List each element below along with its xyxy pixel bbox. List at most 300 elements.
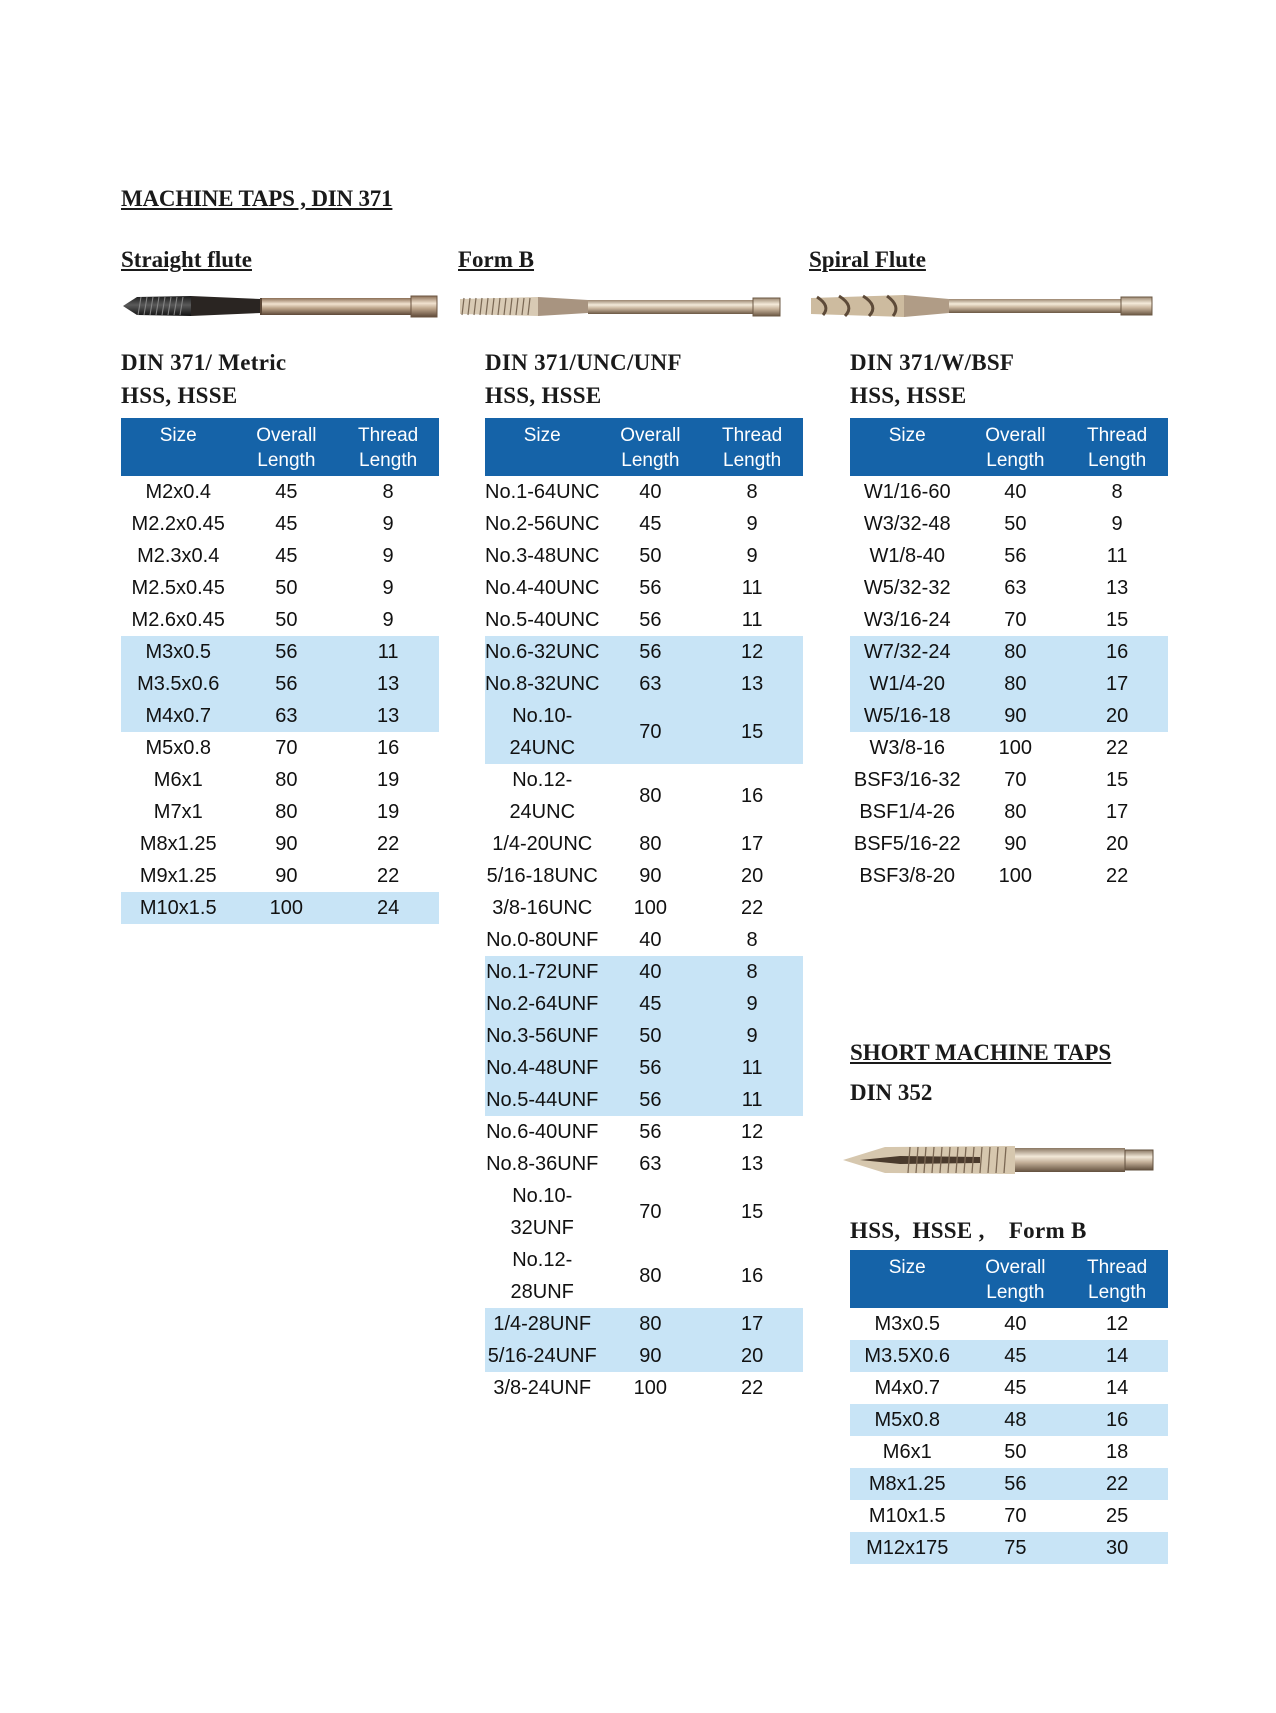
cell-overall-length: 50 [275, 609, 298, 631]
col-overall-label-2: Length [621, 450, 680, 471]
cell-size: M7x1 [153, 801, 203, 823]
cell-size: M5x0.8 [145, 737, 212, 759]
cell-thread-length: 11 [1106, 545, 1128, 567]
table-row [121, 572, 439, 604]
col-size-header [850, 418, 964, 476]
table-header-row [485, 418, 803, 476]
cell-size: BSF3/16-32 [853, 769, 961, 791]
cell-size: No.8-32UNC [485, 668, 599, 700]
col-overall-header [235, 418, 337, 476]
cell-overall-length: 56 [235, 668, 337, 700]
table-header-row [850, 1250, 1168, 1308]
cell-overall-length: 56 [639, 577, 662, 599]
col-size-label: Size [159, 425, 197, 446]
table-row [485, 1020, 803, 1052]
cell-overall-length: 48 [964, 1404, 1066, 1436]
cell-size: 1/4-28UNF [485, 1308, 599, 1340]
cell-size: W1/16-60 [863, 481, 951, 503]
cell-thread-length: 9 [382, 545, 394, 567]
col-size-label: Size [523, 425, 561, 446]
page-title: MACHINE TAPS , DIN 371 [121, 186, 393, 211]
cell-overall-length: 50 [1004, 513, 1027, 535]
spiral-flute-title: Spiral Flute [809, 247, 926, 272]
cell-overall-length: 80 [964, 668, 1066, 700]
cell-size: M6x1 [882, 1441, 932, 1463]
straight-spec-line1: DIN 371/ Metric [121, 350, 287, 375]
cell-thread-length: 15 [1105, 609, 1129, 631]
cell-overall-length: 40 [639, 481, 662, 503]
cell-overall-length: 63 [639, 1153, 662, 1175]
cell-overall-length: 56 [1004, 545, 1027, 567]
spiral-spec-line2: HSS, HSSE [850, 383, 967, 408]
form-b-table [485, 418, 803, 1404]
cell-overall-length: 50 [275, 577, 298, 599]
cell-size: No.2-56UNC [485, 513, 600, 535]
cell-overall-length: 70 [1004, 1505, 1027, 1527]
cell-thread-length: 8 [701, 956, 803, 988]
formb-spec-line1: DIN 371/UNC/UNF [485, 350, 682, 375]
cell-thread-length: 17 [1105, 801, 1129, 823]
cell-size: M3.5X0.6 [850, 1340, 964, 1372]
col-thread-header [1066, 1250, 1168, 1308]
cell-overall-length: 63 [235, 700, 337, 732]
cell-size: BSF5/16-22 [853, 833, 961, 855]
cell-size: No.0-80UNF [486, 929, 599, 951]
col-thread-label-2: Length [1088, 1282, 1147, 1303]
col-thread-label-2: Length [359, 450, 418, 471]
cell-thread-length: 9 [701, 1020, 803, 1052]
cell-overall-length: 70 [275, 737, 298, 759]
cell-overall-length: 100 [998, 737, 1033, 759]
table-row [121, 892, 439, 924]
cell-thread-length: 8 [746, 929, 758, 951]
col-overall-header [964, 418, 1066, 476]
cell-thread-length: 11 [741, 577, 763, 599]
cell-thread-length: 22 [376, 833, 400, 855]
form-b-title: Form B [458, 247, 535, 272]
cell-thread-length: 22 [740, 1377, 764, 1399]
cell-overall-length: 80 [275, 769, 298, 791]
cell-thread-length: 19 [376, 801, 400, 823]
cell-size: W1/8-40 [869, 545, 946, 567]
table-row [485, 476, 803, 508]
cell-thread-length: 20 [1105, 833, 1129, 855]
table-row [485, 604, 803, 636]
cell-size: M9x1.25 [139, 865, 217, 887]
col-overall-label-1: Overall [620, 425, 681, 446]
straight-flute-tap-image [121, 288, 439, 324]
cell-overall-length: 90 [599, 1340, 701, 1372]
table-row [121, 508, 439, 540]
cell-size: BSF3/8-20 [859, 865, 956, 887]
cell-overall-length: 80 [639, 785, 662, 807]
table-row [850, 668, 1168, 700]
cell-overall-length: 40 [1004, 481, 1027, 503]
cell-thread-length: 20 [701, 1340, 803, 1372]
table-row [485, 540, 803, 572]
col-overall-label-1: Overall [256, 425, 317, 446]
cell-size: M2.6x0.45 [131, 609, 225, 631]
straight-flute-title: Straight flute [121, 247, 252, 272]
cell-overall-length: 45 [275, 513, 298, 535]
cell-thread-length: 18 [1105, 1441, 1129, 1463]
cell-overall-length: 90 [275, 833, 298, 855]
cell-size: 3/8-16UNC [492, 897, 593, 919]
col-thread-header [337, 418, 439, 476]
cell-size: 5/16-18UNC [486, 865, 598, 887]
cell-size: M5x0.8 [850, 1404, 964, 1436]
table-header-row [850, 418, 1168, 476]
cell-size: M2.3x0.4 [137, 545, 220, 567]
spiral-spec [850, 346, 1014, 412]
cell-overall-length: 80 [1004, 801, 1027, 823]
table-row [121, 604, 439, 636]
cell-size: W3/8-16 [869, 737, 946, 759]
cell-overall-length: 45 [275, 545, 298, 567]
cell-thread-length: 13 [740, 1153, 764, 1175]
cell-thread-length: 22 [1105, 865, 1129, 887]
col-size-label: Size [888, 1257, 926, 1278]
short-taps-title: SHORT MACHINE TAPS [850, 1040, 1112, 1065]
table-row [121, 764, 439, 796]
short-taps-table [850, 1250, 1168, 1564]
cell-size: M4x0.7 [121, 700, 235, 732]
col-size-header [485, 418, 599, 476]
cell-size: BSF1/4-26 [859, 801, 956, 823]
cell-size: No.12-24UNC [509, 769, 576, 823]
cell-overall-length: 45 [599, 988, 701, 1020]
cell-overall-length: 63 [599, 668, 701, 700]
cell-overall-length: 40 [599, 956, 701, 988]
cell-overall-length: 90 [964, 700, 1066, 732]
cell-size: W3/16-24 [863, 609, 951, 631]
table-row [485, 924, 803, 956]
table-row [850, 572, 1168, 604]
formb-spec [485, 346, 682, 412]
table-row [485, 1308, 803, 1340]
cell-thread-length: 11 [337, 636, 439, 668]
table-row [850, 860, 1168, 892]
table-row [485, 1116, 803, 1148]
cell-thread-length: 11 [741, 609, 763, 631]
cell-size: No.4-40UNC [485, 577, 600, 599]
cell-thread-length: 15 [740, 1201, 764, 1223]
cell-overall-length: 80 [599, 1308, 701, 1340]
col-thread-header [1066, 418, 1168, 476]
cell-size: 3/8-24UNF [493, 1377, 592, 1399]
table-row [850, 1308, 1168, 1340]
cell-overall-length: 45 [639, 513, 662, 535]
cell-overall-length: 70 [1004, 609, 1027, 631]
cell-overall-length: 80 [639, 833, 662, 855]
cell-size: No.5-44UNF [485, 1084, 599, 1116]
table-row [485, 636, 803, 668]
short-taps-spec: HSS, HSSE , Form B [850, 1218, 1087, 1243]
cell-thread-length: 8 [1111, 481, 1123, 503]
cell-thread-length: 16 [1066, 636, 1168, 668]
cell-size: M2x0.4 [145, 481, 212, 503]
table-row [850, 476, 1168, 508]
cell-overall-length: 80 [639, 1265, 662, 1287]
cell-thread-length: 14 [1105, 1377, 1129, 1399]
cell-size: W1/4-20 [850, 668, 964, 700]
col-overall-label-2: Length [986, 450, 1045, 471]
table-row [485, 1340, 803, 1372]
col-overall-label-1: Overall [985, 1257, 1046, 1278]
table-row [485, 860, 803, 892]
cell-overall-length: 80 [275, 801, 298, 823]
straight-flute-table [121, 418, 439, 924]
cell-size: M2.5x0.45 [131, 577, 225, 599]
cell-thread-length: 30 [1066, 1532, 1168, 1564]
cell-thread-length: 9 [701, 988, 803, 1020]
cell-thread-length: 11 [701, 1052, 803, 1084]
cell-size: M3.5x0.6 [121, 668, 235, 700]
table-row [485, 892, 803, 924]
cell-thread-length: 13 [1105, 577, 1129, 599]
table-row [485, 668, 803, 700]
cell-thread-length: 9 [382, 609, 394, 631]
col-thread-header [701, 418, 803, 476]
col-overall-label-2: Length [986, 1282, 1045, 1303]
table-row [850, 540, 1168, 572]
table-row [850, 1340, 1168, 1372]
spiral-flute-table [850, 418, 1168, 892]
table-row [121, 828, 439, 860]
cell-thread-length: 22 [740, 897, 764, 919]
cell-overall-length: 56 [599, 1052, 701, 1084]
cell-size: M8x1.25 [139, 833, 217, 855]
cell-thread-length: 24 [337, 892, 439, 924]
cell-size: No.5-40UNC [485, 609, 600, 631]
table-row [850, 796, 1168, 828]
cell-thread-length: 14 [1066, 1340, 1168, 1372]
cell-size: No.1-72UNF [485, 956, 599, 988]
cell-size: W7/32-24 [850, 636, 964, 668]
cell-overall-length: 100 [633, 1377, 668, 1399]
cell-thread-length: 17 [740, 833, 764, 855]
cell-thread-length: 20 [740, 865, 764, 887]
col-thread-label-1: Thread [722, 425, 783, 446]
short-tap-image [840, 1138, 1156, 1182]
cell-thread-length: 15 [1105, 769, 1129, 791]
table-row [485, 1372, 803, 1404]
table-row [485, 1180, 803, 1244]
cell-thread-length: 11 [701, 1084, 803, 1116]
cell-overall-length: 40 [639, 929, 662, 951]
cell-size: W5/16-18 [850, 700, 964, 732]
cell-size: 1/4-20UNC [492, 833, 593, 855]
cell-thread-length: 16 [740, 785, 764, 807]
table-row [485, 988, 803, 1020]
cell-size: No.8-36UNF [486, 1153, 599, 1175]
table-row [121, 636, 439, 668]
cell-overall-length: 63 [1004, 577, 1027, 599]
cell-size: M6x1 [153, 769, 203, 791]
cell-overall-length: 80 [964, 636, 1066, 668]
table-row [850, 732, 1168, 764]
cell-size: W5/32-32 [863, 577, 951, 599]
table-row [485, 700, 803, 764]
cell-thread-length: 8 [746, 481, 758, 503]
table-row [485, 764, 803, 828]
table-row [485, 1244, 803, 1308]
cell-overall-length: 50 [639, 545, 662, 567]
table-row [850, 604, 1168, 636]
table-row [485, 1148, 803, 1180]
cell-size: 5/16-24UNF [485, 1340, 599, 1372]
cell-size: No.2-64UNF [485, 988, 599, 1020]
table-row [850, 764, 1168, 796]
cell-overall-length: 100 [998, 865, 1033, 887]
cell-overall-length: 45 [1004, 1377, 1027, 1399]
cell-size: W3/32-48 [863, 513, 951, 535]
table-row [121, 796, 439, 828]
cell-thread-length: 22 [376, 865, 400, 887]
spiral-flute-tap-image [809, 286, 1154, 326]
cell-size: No.3-56UNF [485, 1020, 599, 1052]
cell-size: No.6-32UNC [485, 636, 599, 668]
cell-size: M2.2x0.45 [131, 513, 225, 535]
table-row [850, 700, 1168, 732]
cell-thread-length: 12 [1105, 1313, 1129, 1335]
cell-thread-length: 16 [1066, 1404, 1168, 1436]
cell-size: M4x0.7 [874, 1377, 941, 1399]
table-row [850, 828, 1168, 860]
table-row [485, 1052, 803, 1084]
cell-thread-length: 16 [376, 737, 400, 759]
col-size-label: Size [888, 425, 926, 446]
cell-thread-length: 13 [701, 668, 803, 700]
cell-overall-length: 56 [235, 636, 337, 668]
table-row [850, 1436, 1168, 1468]
cell-thread-length: 17 [701, 1308, 803, 1340]
cell-overall-length: 45 [275, 481, 298, 503]
table-row [121, 700, 439, 732]
cell-overall-length: 56 [599, 636, 701, 668]
table-row [485, 828, 803, 860]
col-overall-header [964, 1250, 1066, 1308]
cell-size: No.3-48UNC [485, 545, 600, 567]
cell-size: M10x1.5 [868, 1505, 946, 1527]
cell-thread-length: 9 [746, 545, 758, 567]
spiral-spec-line1: DIN 371/W/BSF [850, 350, 1015, 375]
cell-size: No.12-28UNF [510, 1249, 574, 1303]
col-overall-header [599, 418, 701, 476]
cell-thread-length: 12 [701, 636, 803, 668]
col-thread-label-1: Thread [358, 425, 419, 446]
cell-thread-length: 8 [382, 481, 394, 503]
cell-overall-length: 90 [1004, 833, 1027, 855]
table-row [121, 732, 439, 764]
cell-thread-length: 17 [1066, 668, 1168, 700]
formb-spec-line2: HSS, HSSE [485, 383, 602, 408]
cell-overall-length: 100 [235, 892, 337, 924]
cell-size: No.10-32UNF [510, 1185, 574, 1239]
cell-size: M3x0.5 [121, 636, 235, 668]
cell-overall-length: 56 [599, 1084, 701, 1116]
table-row [485, 508, 803, 540]
cell-overall-length: 90 [275, 865, 298, 887]
cell-size: No.6-40UNF [486, 1121, 599, 1143]
straight-spec-line2: HSS, HSSE [121, 383, 238, 408]
cell-overall-length: 70 [1004, 769, 1027, 791]
table-row [850, 1404, 1168, 1436]
cell-size: M3x0.5 [874, 1313, 941, 1335]
cell-overall-length: 56 [639, 609, 662, 631]
cell-thread-length: 20 [1066, 700, 1168, 732]
cell-size: M12x175 [850, 1532, 964, 1564]
table-row [121, 476, 439, 508]
table-row [485, 956, 803, 988]
cell-thread-length: 9 [746, 513, 758, 535]
cell-size: M10x1.5 [121, 892, 235, 924]
cell-thread-length: 13 [337, 700, 439, 732]
table-row [121, 668, 439, 700]
table-header-row [121, 418, 439, 476]
cell-overall-length: 90 [639, 865, 662, 887]
form-b-tap-image [458, 288, 782, 324]
cell-thread-length: 9 [382, 513, 394, 535]
table-row [121, 540, 439, 572]
table-row [485, 1084, 803, 1116]
cell-overall-length: 100 [633, 897, 668, 919]
col-thread-label-1: Thread [1087, 425, 1148, 446]
col-overall-label-2: Length [257, 450, 316, 471]
cell-size: No.4-48UNF [485, 1052, 599, 1084]
cell-overall-length: 70 [639, 1201, 662, 1223]
table-row [485, 572, 803, 604]
cell-overall-length: 75 [964, 1532, 1066, 1564]
cell-overall-length: 50 [599, 1020, 701, 1052]
table-row [850, 1468, 1168, 1500]
col-size-header [121, 418, 235, 476]
cell-thread-length: 22 [1105, 737, 1129, 759]
cell-overall-length: 56 [964, 1468, 1066, 1500]
cell-thread-length: 19 [376, 769, 400, 791]
cell-thread-length: 25 [1105, 1505, 1129, 1527]
straight-spec [121, 346, 286, 412]
cell-size: No.1-64UNC [485, 481, 600, 503]
table-row [850, 636, 1168, 668]
cell-thread-length: 15 [701, 700, 803, 764]
cell-size: M8x1.25 [850, 1468, 964, 1500]
cell-size: No.10-24UNC [485, 700, 599, 764]
table-row [850, 1532, 1168, 1564]
col-overall-label-1: Overall [985, 425, 1046, 446]
cell-overall-length: 50 [1004, 1441, 1027, 1463]
table-row [850, 1372, 1168, 1404]
cell-thread-length: 9 [1111, 513, 1123, 535]
cell-thread-length: 16 [740, 1265, 764, 1287]
table-row [850, 508, 1168, 540]
col-thread-label-2: Length [1088, 450, 1147, 471]
col-size-header [850, 1250, 964, 1308]
short-taps-subtitle: DIN 352 [850, 1080, 933, 1105]
cell-thread-length: 13 [337, 668, 439, 700]
cell-overall-length: 56 [639, 1121, 662, 1143]
col-thread-label-1: Thread [1087, 1257, 1148, 1278]
col-thread-label-2: Length [723, 450, 782, 471]
cell-overall-length: 70 [599, 700, 701, 764]
cell-thread-length: 9 [382, 577, 394, 599]
cell-overall-length: 40 [1004, 1313, 1027, 1335]
cell-thread-length: 12 [740, 1121, 764, 1143]
table-row [850, 1500, 1168, 1532]
cell-thread-length: 22 [1066, 1468, 1168, 1500]
table-row [121, 860, 439, 892]
cell-overall-length: 45 [964, 1340, 1066, 1372]
